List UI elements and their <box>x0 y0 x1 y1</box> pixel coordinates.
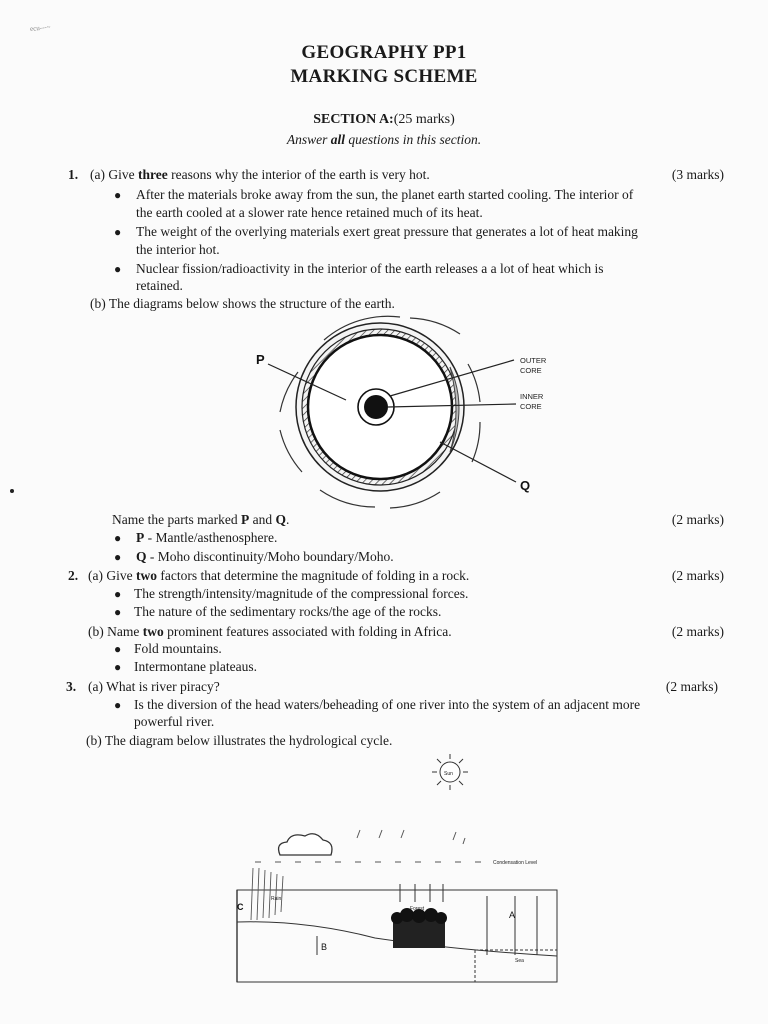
question-number-2: 2. <box>68 568 79 583</box>
question-number-3: 3. <box>66 679 77 694</box>
question-2b-marks: (2 marks) <box>671 624 724 639</box>
label-outer-core-2: CORE <box>520 366 542 375</box>
section-heading: SECTION A:(25 marks) <box>313 112 455 127</box>
answer-q: Q - Moho discontinuity/Moho boundary/Moho. <box>136 549 394 564</box>
bullet: ● <box>114 660 122 674</box>
bullet: ● <box>114 642 122 656</box>
doc-title: GEOGRAPHY PP1 <box>301 42 467 63</box>
question-3a: (a) What is river piracy? <box>88 679 220 694</box>
answer-p: P - Mantle/asthenosphere. <box>136 530 278 545</box>
bullet: ● <box>114 587 122 601</box>
label-p: P <box>256 352 265 367</box>
answer-line: Is the diversion of the head waters/beheading of one river into the system of an adjacent more <box>134 697 641 712</box>
section-instruction: Answer all questions in this section. <box>286 132 482 147</box>
sea-label: Sea <box>515 958 524 964</box>
bullet: ● <box>114 698 122 712</box>
hydrological-cycle-diagram <box>225 750 570 990</box>
label-b: B <box>321 942 328 952</box>
label-inner-core-2: CORE <box>520 402 542 411</box>
bullet: ● <box>114 262 122 276</box>
cloud-icon <box>279 834 332 855</box>
answer-line: the interior hot. <box>136 242 220 257</box>
condensation-level-label: Condensation Level <box>493 860 538 866</box>
question-1b-prompt: Name the parts marked P and Q. <box>112 512 290 527</box>
bullet: ● <box>114 550 122 564</box>
question-3b: (b) The diagram below illustrates the hydrological cycle. <box>86 733 393 748</box>
answer-line: powerful river. <box>134 714 215 729</box>
doc-subtitle: MARKING SCHEME <box>290 66 478 87</box>
answer-line: retained. <box>136 278 183 293</box>
question-1a-marks: (3 marks) <box>671 167 724 182</box>
rain-label: Rain <box>271 896 282 902</box>
sun-label: Sun <box>444 771 453 777</box>
bullet: ● <box>114 225 122 239</box>
label-outer-core-1: OUTER <box>520 356 547 365</box>
answer-line: After the materials broke away from the sun, the planet earth started cooling. The interior of <box>136 187 634 202</box>
question-2a-marks: (2 marks) <box>671 568 724 583</box>
earth-structure-diagram <box>250 312 560 512</box>
question-1b: (b) The diagrams below shows the structure of the earth. <box>90 296 395 311</box>
forest-label: Forest <box>410 906 425 912</box>
bullet: ● <box>114 188 122 202</box>
question-1a: (a) Give three reasons why the interior of the earth is very hot. <box>90 167 430 182</box>
question-number-1: 1. <box>68 167 79 182</box>
question-2b: (b) Name two prominent features associated with folding in Africa. <box>88 624 452 639</box>
question-2a: (a) Give two factors that determine the magnitude of folding in a rock. <box>88 568 470 583</box>
bullet: ● <box>114 531 122 545</box>
answer-line: Fold mountains. <box>134 641 222 656</box>
answer-line: the earth cooled at a slower rate hence retained much of its heat. <box>136 205 483 220</box>
answer-line: Nuclear fission/radioactivity in the interior of the earth releases a a lot of heat which is <box>136 261 604 276</box>
label-q: Q <box>520 478 531 493</box>
corner-mark: ecu---~ <box>29 22 51 34</box>
label-a: A <box>509 910 516 920</box>
answer-line: The nature of the sedimentary rocks/the age of the rocks. <box>134 604 442 619</box>
forest-icon <box>391 908 447 948</box>
question-3a-marks: (2 marks) <box>665 679 718 694</box>
label-c: C <box>237 902 244 912</box>
bullet: ● <box>114 605 122 619</box>
question-1b-marks: (2 marks) <box>671 512 724 527</box>
sun-icon <box>432 754 468 790</box>
stray-mark <box>10 489 14 493</box>
answer-line: The strength/intensity/magnitude of the compressional forces. <box>134 586 469 601</box>
answer-line: Intermontane plateaus. <box>134 659 257 674</box>
label-inner-core-1: INNER <box>520 392 544 401</box>
answer-line: The weight of the overlying materials exert great pressure that generates a lot of heat making <box>136 224 638 239</box>
